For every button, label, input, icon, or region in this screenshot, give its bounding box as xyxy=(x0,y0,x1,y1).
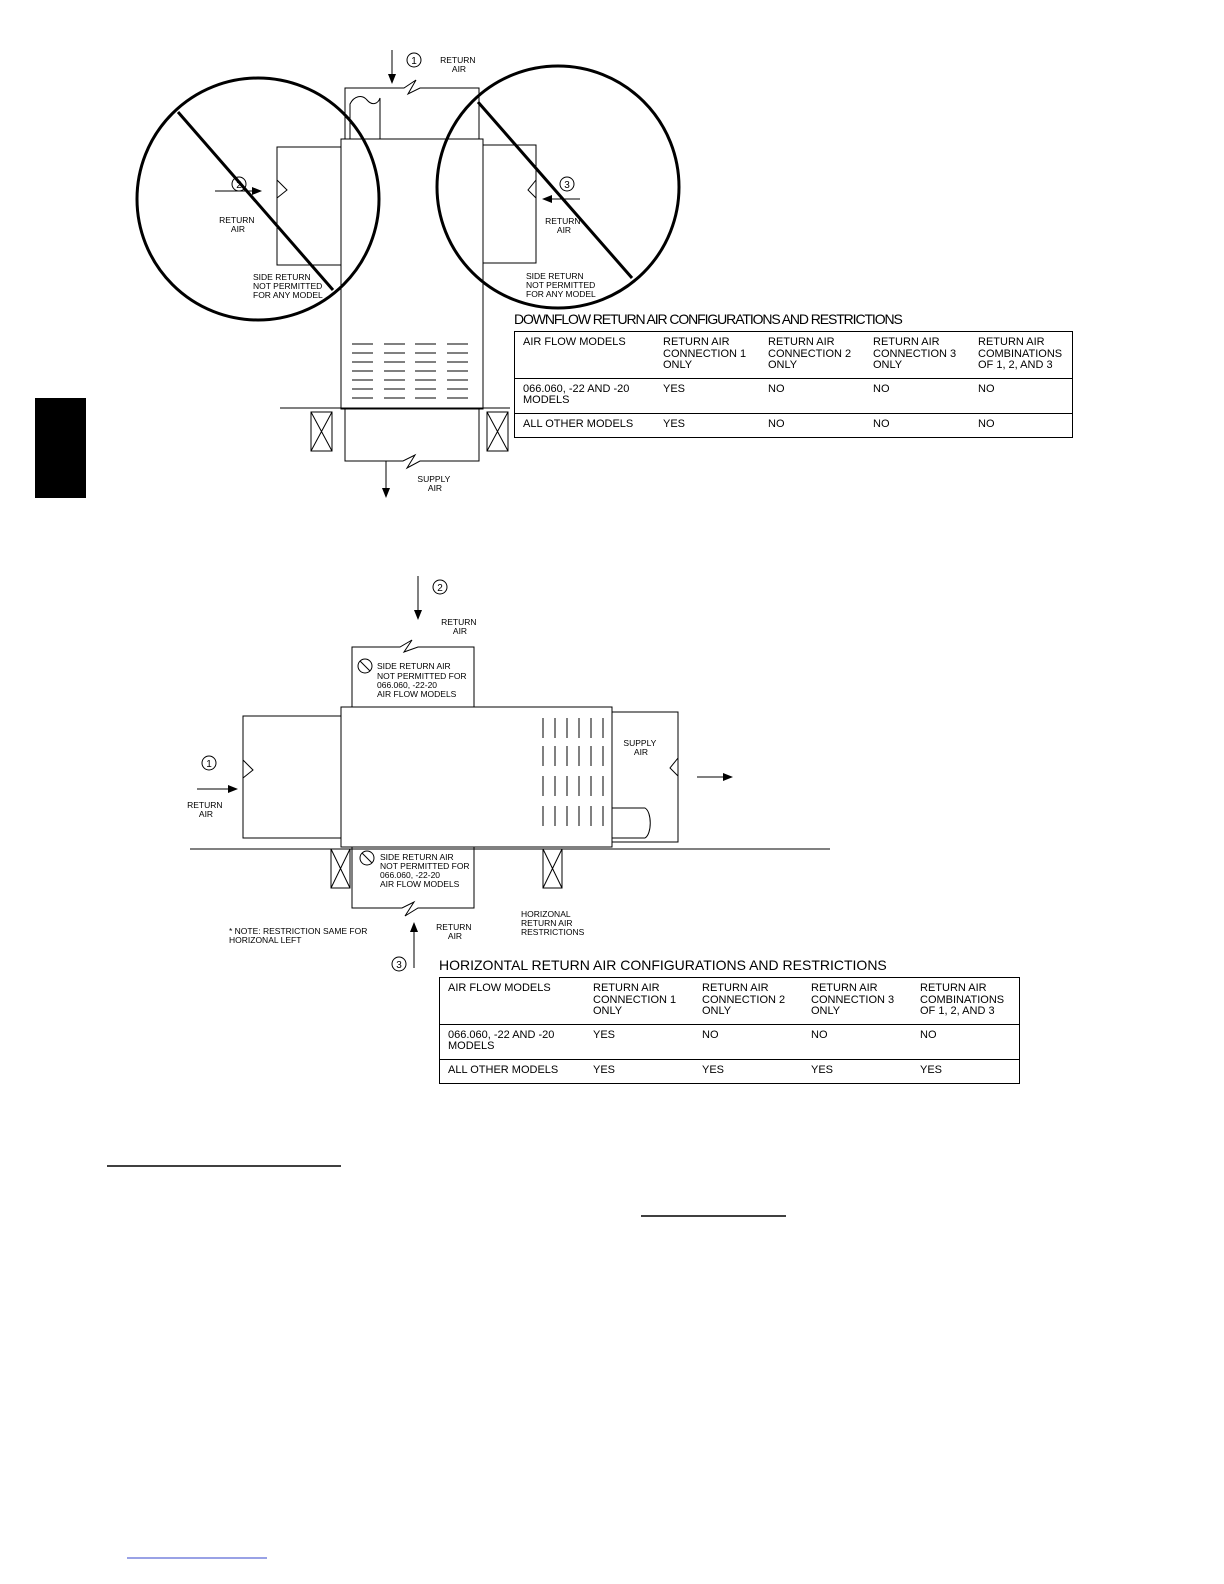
table-cell: YES xyxy=(702,1063,725,1076)
horizontal-support-right xyxy=(543,849,562,888)
downflow-return-air-left: RETURN AIR xyxy=(219,215,255,234)
downflow-supply-duct xyxy=(345,409,479,468)
horizontal-table-title: HORIZONTAL RETURN AIR CONFIGURATIONS AND RESTRICTIONS xyxy=(439,957,887,973)
table-cell: ALL OTHER MODELS xyxy=(448,1063,559,1076)
downflow-conn3-number: 3 xyxy=(564,180,570,191)
downflow-side-return-left: SIDE RETURN NOT PERMITTED FOR ANY MODEL xyxy=(253,272,323,300)
downflow-supply-air: SUPPLY AIR xyxy=(417,474,451,493)
downflow-support-left xyxy=(311,412,332,451)
downflow-louvers xyxy=(352,344,468,398)
table-header-row xyxy=(440,978,1020,1025)
horizontal-side-return-bottom: SIDE RETURN AIR NOT PERMITTED FOR 066.060, -22-20 AIR FLOW MODELS xyxy=(380,852,470,889)
table-cell: NO xyxy=(873,417,890,430)
horizontal-furnace-cabinet xyxy=(341,707,612,847)
horizontal-supply-duct xyxy=(612,712,678,842)
header-cell: RETURN AIR CONNECTION 3 ONLY xyxy=(865,332,970,379)
table-cell: NO xyxy=(760,378,865,413)
horizontal-left-return-duct xyxy=(243,716,341,838)
horizontal-return-air-left: RETURN AIR xyxy=(187,800,223,819)
table-cell: NO xyxy=(970,378,1073,413)
header-cell: RETURN AIR COMBINATIONS OF 1, 2, AND 3 xyxy=(912,978,1020,1025)
downflow-furnace-cabinet xyxy=(341,139,483,409)
downflow-top-duct-pipe xyxy=(350,97,380,139)
downflow-return-air-right: RETURN AIR xyxy=(545,216,581,235)
horizontal-restrictions-table xyxy=(439,977,1020,1084)
downflow-return-air-top: RETURN AIR xyxy=(440,55,476,74)
downflow-restrictions-table xyxy=(514,331,1073,438)
table-row xyxy=(515,378,1073,413)
horizontal-note: * NOTE: RESTRICTION SAME FOR HORIZONAL LEFT xyxy=(229,926,368,945)
horizontal-louvers xyxy=(543,718,603,826)
table-cell: NO xyxy=(803,1024,912,1059)
table-cell: YES xyxy=(920,1063,943,1076)
table-cell: YES xyxy=(663,417,686,430)
horizontal-caption: HORIZONAL RETURN AIR RESTRICTIONS xyxy=(521,909,585,937)
horizontal-conn1-number: 1 xyxy=(206,759,212,770)
header-cell: AIR FLOW MODELS xyxy=(440,978,586,1025)
horizontal-return-air-top: RETURN AIR xyxy=(441,617,477,636)
table-cell: YES xyxy=(585,1024,694,1059)
table-cell: NO xyxy=(694,1024,803,1059)
downflow-left-return-duct xyxy=(277,147,341,265)
table-cell: YES xyxy=(655,378,760,413)
horizontal-return-air-bottom: RETURN AIR xyxy=(436,922,472,941)
table-cell: NO xyxy=(978,417,995,430)
downflow-right-return-duct xyxy=(483,145,536,263)
header-cell: RETURN AIR CONNECTION 1 ONLY xyxy=(655,332,760,379)
table-cell: ALL OTHER MODELS xyxy=(523,417,634,430)
header-cell: RETURN AIR CONNECTION 3 ONLY xyxy=(803,978,912,1025)
downflow-conn1-number: 1 xyxy=(411,56,417,67)
horizontal-supply-pipe xyxy=(612,808,650,838)
downflow-side-return-right: SIDE RETURN NOT PERMITTED FOR ANY MODEL xyxy=(526,271,596,299)
horizontal-prohibited-icon-top xyxy=(358,659,372,673)
table-cell: YES xyxy=(593,1063,616,1076)
horizontal-labels xyxy=(187,583,658,971)
header-cell: RETURN AIR COMBINATIONS OF 1, 2, AND 3 xyxy=(970,332,1073,379)
header-cell: RETURN AIR CONNECTION 2 ONLY xyxy=(694,978,803,1025)
table-row xyxy=(440,1059,1020,1083)
table-header-row xyxy=(515,332,1073,379)
header-cell: RETURN AIR CONNECTION 2 ONLY xyxy=(760,332,865,379)
table-cell: NO xyxy=(912,1024,1020,1059)
downflow-support-right xyxy=(487,412,508,451)
horizontal-diagram xyxy=(190,576,830,971)
table-cell: NO xyxy=(768,417,785,430)
horizontal-support-left xyxy=(331,849,350,888)
table-cell: 066.060, -22 AND -20 MODELS xyxy=(440,1024,586,1059)
horizontal-prohibited-icon-bottom xyxy=(360,851,374,865)
header-cell: RETURN AIR CONNECTION 1 ONLY xyxy=(585,978,694,1025)
table-cell: YES xyxy=(811,1063,834,1076)
header-cell: AIR FLOW MODELS xyxy=(515,332,656,379)
table-cell: NO xyxy=(865,378,970,413)
downflow-table-title: DOWNFLOW RETURN AIR CONFIGURATIONS AND RESTRICTIONS xyxy=(514,311,902,327)
table-row xyxy=(440,1024,1020,1059)
table-cell: 066.060, -22 AND -20 MODELS xyxy=(515,378,656,413)
downflow-top-return-duct xyxy=(345,80,479,139)
downflow-conn2-number: 2 xyxy=(236,180,242,191)
horizontal-supply-air: SUPPLY AIR xyxy=(623,738,657,757)
table-row xyxy=(515,413,1073,437)
horizontal-conn2-number: 2 xyxy=(437,583,443,594)
horizontal-side-return-top: SIDE RETURN AIR NOT PERMITTED FOR 066.060, -22-20 AIR FLOW MODELS xyxy=(377,661,467,699)
horizontal-conn3-number: 3 xyxy=(396,960,402,971)
